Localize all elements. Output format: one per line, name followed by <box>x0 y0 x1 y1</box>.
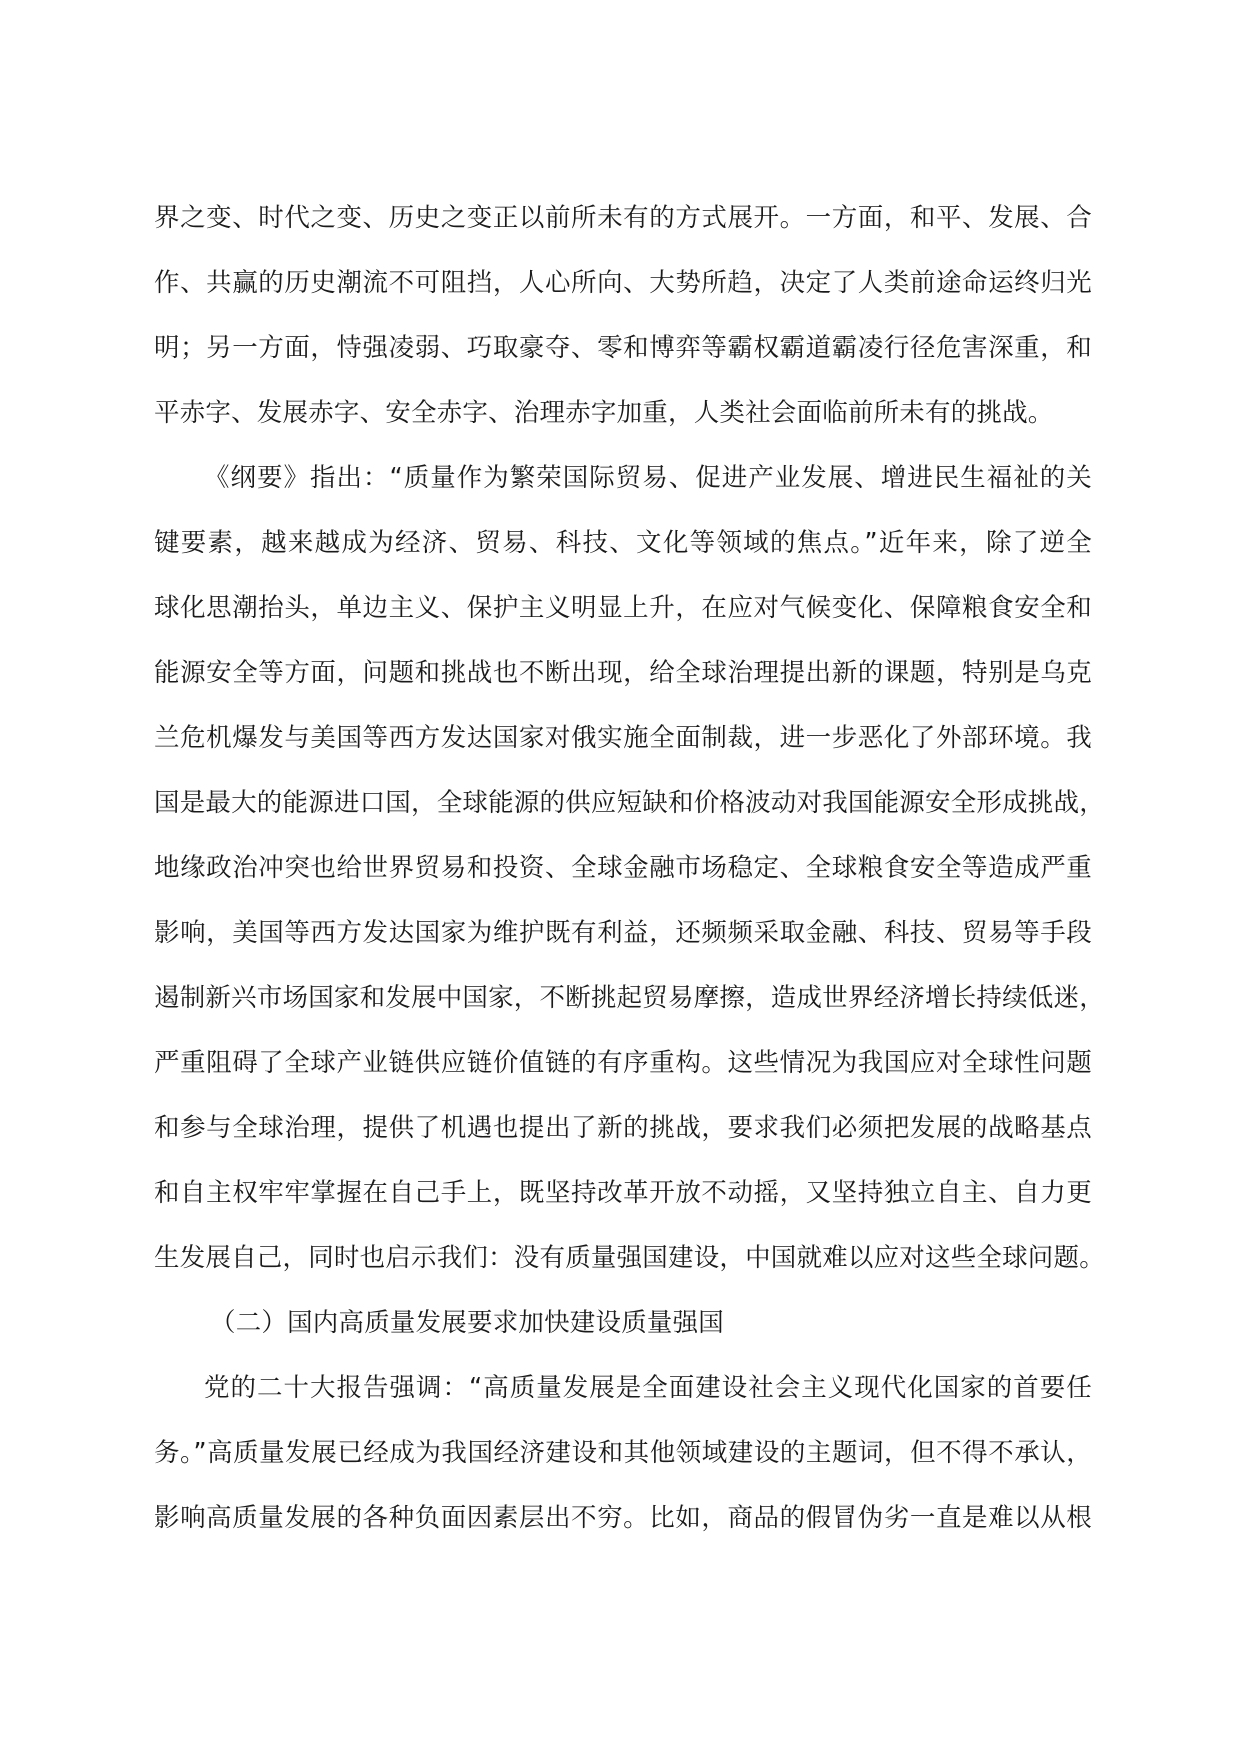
text-line: 能源安全等方面，问题和挑战也不断出现，给全球治理提出新的课题，特别是乌克 <box>154 658 1092 688</box>
text-line: 遏制新兴市场国家和发展中国家，不断挑起贸易摩擦，造成世界经济增长持续低迷， <box>154 983 1105 1013</box>
text-line: 务。”高质量发展已经成为我国经济建设和其他领域建设的主题词，但不得不承认， <box>154 1438 1092 1468</box>
paragraph-outline-quote <box>154 446 1105 1291</box>
text-line: 影响，美国等西方发达国家为维护既有利益，还频频采取金融、科技、贸易等手段 <box>154 918 1092 948</box>
text-line: 国是最大的能源进口国，全球能源的供应短缺和价格波动对我国能源安全形成挑战， <box>154 788 1105 818</box>
document-page <box>154 186 1105 1551</box>
section-heading: （二）国内高质量发展要求加快建设质量强国 <box>210 1308 725 1338</box>
text-line: 作、共赢的历史潮流不可阻挡，人心所向、大势所趋，决定了人类前途命运终归光 <box>154 268 1092 298</box>
text-line: 明；另一方面，恃强凌弱、巧取豪夺、零和博弈等霸权霸道霸凌行径危害深重，和 <box>154 333 1092 363</box>
text-line: 地缘政治冲突也给世界贸易和投资、全球金融市场稳定、全球粮食安全等造成严重 <box>154 853 1092 883</box>
text-line: 生发展自己，同时也启示我们：没有质量强国建设，中国就难以应对这些全球问题。 <box>154 1243 1105 1273</box>
text-line: 《纲要》指出：“质量作为繁荣国际贸易、促进产业发展、增进民生福祉的关 <box>204 463 1092 493</box>
text-line: 键要素，越来越成为经济、贸易、科技、文化等领域的焦点。”近年来，除了逆全 <box>154 528 1092 558</box>
paragraph-world-change <box>154 186 1092 446</box>
paragraph-high-quality-development <box>154 1356 1092 1551</box>
text-line: 和参与全球治理，提供了机遇也提出了新的挑战，要求我们必须把发展的战略基点 <box>154 1113 1092 1143</box>
text-line: 和自主权牢牢掌握在自己手上，既坚持改革开放不动摇，又坚持独立自主、自力更 <box>154 1178 1092 1208</box>
text-line: 球化思潮抬头，单边主义、保护主义明显上升，在应对气候变化、保障粮食安全和 <box>154 593 1092 623</box>
text-line: 影响高质量发展的各种负面因素层出不穷。比如，商品的假冒伪劣一直是难以从根 <box>154 1503 1092 1533</box>
text-line: 兰危机爆发与美国等西方发达国家对俄实施全面制裁，进一步恶化了外部环境。我 <box>154 723 1092 753</box>
text-line: 平赤字、发展赤字、安全赤字、治理赤字加重，人类社会面临前所未有的挑战。 <box>154 398 1054 428</box>
text-line: 严重阻碍了全球产业链供应链价值链的有序重构。这些情况为我国应对全球性问题 <box>154 1048 1092 1078</box>
text-line: 界之变、时代之变、历史之变正以前所未有的方式展开。一方面，和平、发展、合 <box>154 203 1092 233</box>
text-line: 党的二十大报告强调：“高质量发展是全面建设社会主义现代化国家的首要任 <box>204 1373 1092 1403</box>
